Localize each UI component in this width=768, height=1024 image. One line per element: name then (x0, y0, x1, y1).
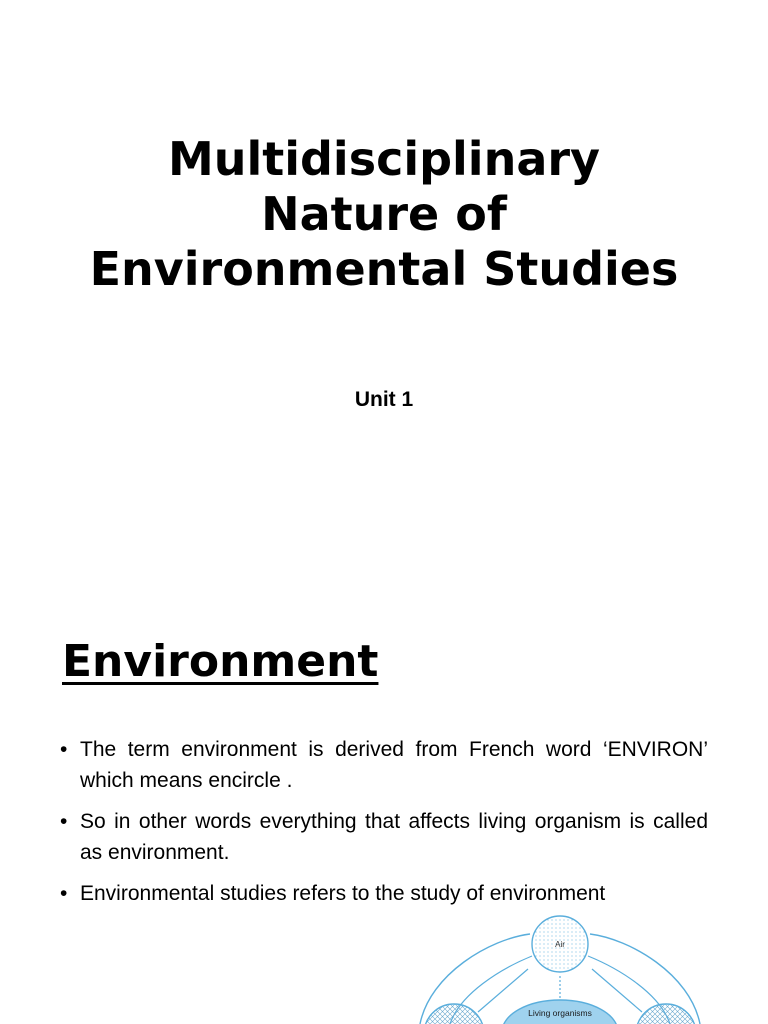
title-line-3: Environmental Studies (89, 242, 679, 296)
living-organisms-label: Living organisms (528, 1008, 592, 1018)
bullet-marker: • (60, 882, 68, 905)
arrow-line (592, 969, 642, 1012)
bullet-list (60, 734, 708, 919)
bullet-marker: • (60, 810, 68, 833)
bullet-text: Environmental studies refers to the study of environment (80, 882, 606, 905)
title-line-2: Nature of (261, 187, 507, 241)
title-line-1: Multidisciplinary (167, 132, 601, 186)
slide-heading: Environment (62, 636, 379, 687)
content-slide (0, 576, 768, 1024)
bullet-text: The term environment is derived from French word ‘ENVIRON’ which means encircle . (80, 738, 708, 792)
air-label: Air (555, 940, 565, 949)
slide-title (0, 132, 768, 297)
slide-subtitle: Unit 1 (354, 388, 414, 411)
left-sphere (424, 1004, 484, 1024)
environment-diagram (410, 914, 710, 1024)
bullet-item (60, 878, 708, 909)
bullet-item (60, 734, 708, 796)
right-sphere (636, 1004, 696, 1024)
bullet-marker: • (60, 738, 68, 761)
bullet-item (60, 806, 708, 868)
bullet-text: So in other words everything that affects living organism is called as environment. (80, 810, 708, 864)
arrow-line (478, 969, 528, 1012)
